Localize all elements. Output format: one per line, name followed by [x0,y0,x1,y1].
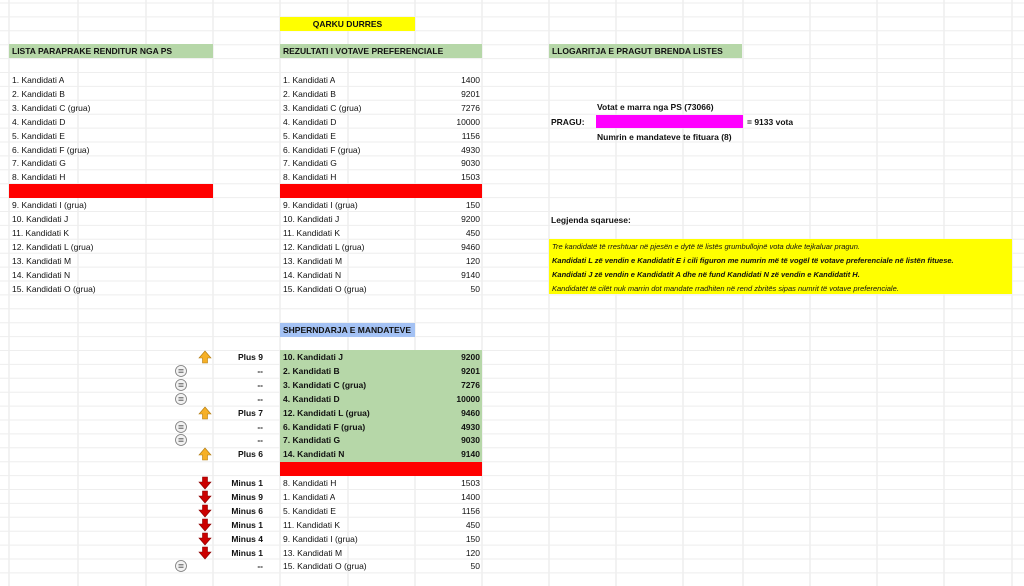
allocation-candidate-name: 14. Kandidati N [283,449,345,460]
allocation-candidate-votes: 50 [470,561,480,572]
result-candidate-votes: 120 [465,255,480,266]
result-candidate-votes: 9201 [461,88,480,99]
equal-icon [174,559,188,573]
rank-change-label: -- [257,393,263,404]
allocation-candidate-votes: 150 [465,533,480,544]
equal-icon [174,392,188,406]
left-list-item: 1. Kandidati A [12,75,65,85]
allocation-candidate-name: 9. Kandidati I (grua) [283,533,358,544]
left-list-item: 13. Kandidati M [12,255,72,266]
allocation-candidate-name: 3. Kandidati C (grua) [283,379,367,390]
result-candidate-votes: 450 [465,227,480,238]
result-candidate-votes: 9030 [461,158,480,169]
page-title: QARKU DURRES [280,17,415,31]
preferential-results-header: REZULTATI I VOTAVE PREFERENCIALE [280,44,482,58]
left-list-item: 2. Kandidati B [12,88,65,99]
result-candidate-name: 8. Kandidati H [283,172,337,183]
arrow-down-icon [198,504,212,518]
equal-icon [174,378,188,392]
allocation-candidate-votes: 1156 [461,505,480,516]
allocation-candidate-name: 12. Kandidati L (grua) [283,407,370,418]
left-list-item: 12. Kandidati L (grua) [12,241,94,252]
legend-line-1: Tre kandidatë të rreshtuar në pjesën e dytë të listës grumbullojnë vota duke tejkaluar pragun. [552,242,860,251]
result-candidate-name: 6. Kandidati F (grua) [283,144,361,155]
allocation-candidate-name: 6. Kandidati F (grua) [283,421,366,432]
arrow-down-icon [198,546,212,560]
rank-change-label: Plus 6 [237,449,263,460]
threshold-input-cell[interactable] [596,115,743,128]
allocation-candidate-name: 5. Kandidati E [283,505,336,516]
allocation-candidate-votes: 9201 [461,365,480,376]
arrow-down-icon [198,490,212,504]
result-candidate-votes: 1503 [461,172,480,183]
result-candidate-votes: 150 [465,200,480,211]
allocation-candidate-votes: 1503 [461,478,480,488]
allocation-candidate-votes: 4930 [461,421,480,432]
allocation-candidate-name: 13. Kandidati M [283,547,343,558]
allocation-separator-bar [280,462,482,476]
allocation-candidate-name: 7. Kandidati G [283,435,341,446]
result-candidate-name: 10. Kandidati J [283,214,340,224]
allocation-candidate-name: 1. Kandidati A [283,491,336,502]
legend-title: Legjenda sqaruese: [551,215,631,225]
equal-icon [174,433,188,447]
rank-change-label: -- [257,379,263,390]
left-separator-bar [9,184,213,198]
legend-line-3: Kandidati J zë vendin e Kandidatit A dhe në fund Kandidati N zë vendin e Kandidatit H. [552,270,860,279]
arrow-down-icon [198,532,212,546]
equal-icon [174,420,188,434]
result-candidate-votes: 50 [470,283,480,294]
threshold-header: LLOGARITJA E PRAGUT BRENDA LISTES [549,44,742,58]
arrow-up-icon [198,406,212,420]
result-candidate-name: 11. Kandidati K [283,227,341,238]
allocation-candidate-votes: 9140 [461,449,480,460]
result-candidate-name: 3. Kandidati C (grua) [283,102,362,113]
left-list-item: 4. Kandidati D [12,116,66,127]
rank-change-label: Minus 9 [231,491,263,502]
result-candidate-name: 12. Kandidati L (grua) [283,241,365,252]
arrow-down-icon [198,476,212,490]
allocation-candidate-votes: 120 [465,547,480,558]
rank-change-label: Plus 7 [237,407,263,418]
left-list-item: 10. Kandidati J [12,214,69,224]
allocation-candidate-name: 2. Kandidati B [283,365,340,376]
arrow-down-icon [198,518,212,532]
arrow-up-icon [198,350,212,364]
middle-separator-bar [280,184,482,198]
allocation-candidate-name: 10. Kandidati J [283,352,343,362]
mandates-label: Numrin e mandateve te fituara (8) [597,132,732,142]
allocation-candidate-name: 11. Kandidati K [283,519,341,530]
allocation-candidate-votes: 9200 [461,352,480,362]
allocation-candidate-name: 8. Kandidati H [283,478,337,488]
allocation-header: SHPERNDARJA E MANDATEVE [280,323,415,337]
threshold-label: PRAGU: [551,117,585,127]
allocation-candidate-votes: 1400 [461,491,480,502]
result-candidate-name: 2. Kandidati B [283,88,336,99]
allocation-candidate-name: 15. Kandidati O (grua) [283,561,367,572]
left-list-item: 9. Kandidati I (grua) [12,200,87,211]
equal-icon [174,364,188,378]
result-candidate-votes: 9140 [461,269,480,280]
result-candidate-votes: 1156 [461,130,480,141]
legend-line-2: Kandidati L zë vendin e Kandidatit E i cili figuron me numrin më të vogël të votave preferenciale në listën fituese. [552,256,954,265]
result-candidate-votes: 9200 [461,214,480,224]
result-candidate-votes: 4930 [461,144,480,155]
arrow-up-icon [198,447,212,461]
allocation-candidate-votes: 7276 [461,379,480,390]
result-candidate-name: 4. Kandidati D [283,116,337,127]
left-list-item: 6. Kandidati F (grua) [12,144,90,155]
left-list-item: 7. Kandidati G [12,158,66,169]
rank-change-label: -- [257,435,263,446]
result-candidate-name: 7. Kandidati G [283,158,337,169]
result-candidate-name: 14. Kandidati N [283,269,342,280]
left-list-item: 3. Kandidati C (grua) [12,102,91,113]
rank-change-label: Minus 1 [231,547,263,558]
allocation-candidate-votes: 450 [465,519,480,530]
left-list-item: 8. Kandidati H [12,172,66,183]
result-candidate-name: 1. Kandidati A [283,75,336,85]
result-candidate-votes: 1400 [461,75,480,85]
threshold-result: = 9133 vota [747,117,794,127]
left-list-header: LISTA PARAPRAKE RENDITUR NGA PS [9,44,213,58]
result-candidate-votes: 9460 [461,241,480,252]
result-candidate-name: 15. Kandidati O (grua) [283,283,367,294]
rank-change-label: Minus 6 [231,505,263,516]
rank-change-label: Minus 1 [231,519,263,530]
rank-change-label: Plus 9 [237,352,263,362]
result-candidate-votes: 7276 [461,102,480,113]
result-candidate-name: 9. Kandidati I (grua) [283,200,358,211]
allocation-candidate-votes: 9460 [461,407,480,418]
left-list-item: 14. Kandidati N [12,269,71,280]
rank-change-label: -- [257,365,263,376]
rank-change-label: -- [257,561,263,572]
votes-received-label: Votat e marra nga PS (73066) [597,102,714,112]
result-candidate-name: 13. Kandidati M [283,255,343,266]
allocation-candidate-name: 4. Kandidati D [283,393,340,404]
rank-change-label: Minus 1 [231,478,263,488]
left-list-item: 15. Kandidati O (grua) [12,283,96,294]
result-candidate-votes: 10000 [456,116,480,127]
rank-change-label: Minus 4 [231,533,263,544]
left-list-item: 5. Kandidati E [12,130,65,141]
result-candidate-name: 5. Kandidati E [283,130,336,141]
allocation-candidate-votes: 10000 [456,393,480,404]
allocation-candidate-votes: 9030 [461,435,480,446]
rank-change-label: -- [257,421,263,432]
left-list-item: 11. Kandidati K [12,227,70,238]
legend-line-4: Kandidatët të cilët nuk marrin dot mandate rradhiten në rend zbritës sipas numrit të votave preferenciale. [552,284,899,293]
